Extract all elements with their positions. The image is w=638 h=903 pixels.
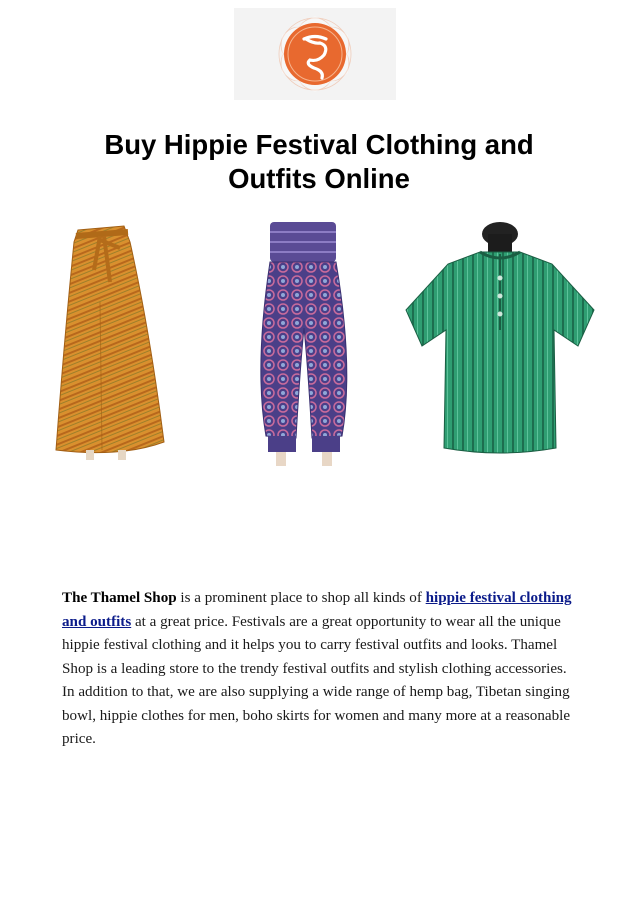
thamel-shop-logo-icon <box>234 8 396 100</box>
product-image-shirt[interactable] <box>402 220 598 458</box>
shop-name: The Thamel Shop <box>62 590 177 606</box>
description-paragraph <box>62 587 582 752</box>
page-title <box>40 128 598 196</box>
patterned-harem-pants-image <box>248 218 360 468</box>
hippie-clothing-link[interactable]: hippie festival clothing and outfits <box>62 590 572 630</box>
product-image-skirt[interactable] <box>50 222 170 462</box>
product-image-pants[interactable] <box>248 218 360 468</box>
title-line-1: Buy Hippie Festival Clothing and <box>104 129 534 160</box>
body-text-1: is a prominent place to shop all kinds of <box>176 590 426 606</box>
orange-wrap-skirt-image <box>50 222 170 462</box>
logo[interactable] <box>234 8 396 100</box>
green-striped-shirt-image <box>402 220 598 458</box>
body-text-2: at a great price. Festivals are a great opportunity to wear all the unique hippie festival clothing and it helps you to carry festival outfits and looks. Thamel Shop is a leading store to the trendy festival outfits and stylish clothing accessories. In addition to that, we are also supplying a wide range of hemp bag, Tibetan singing bowl, hippie clothes for men, boho skirts for women and many more at a reasonable price. <box>62 613 571 747</box>
title-line-2: Outfits Online <box>228 163 410 194</box>
